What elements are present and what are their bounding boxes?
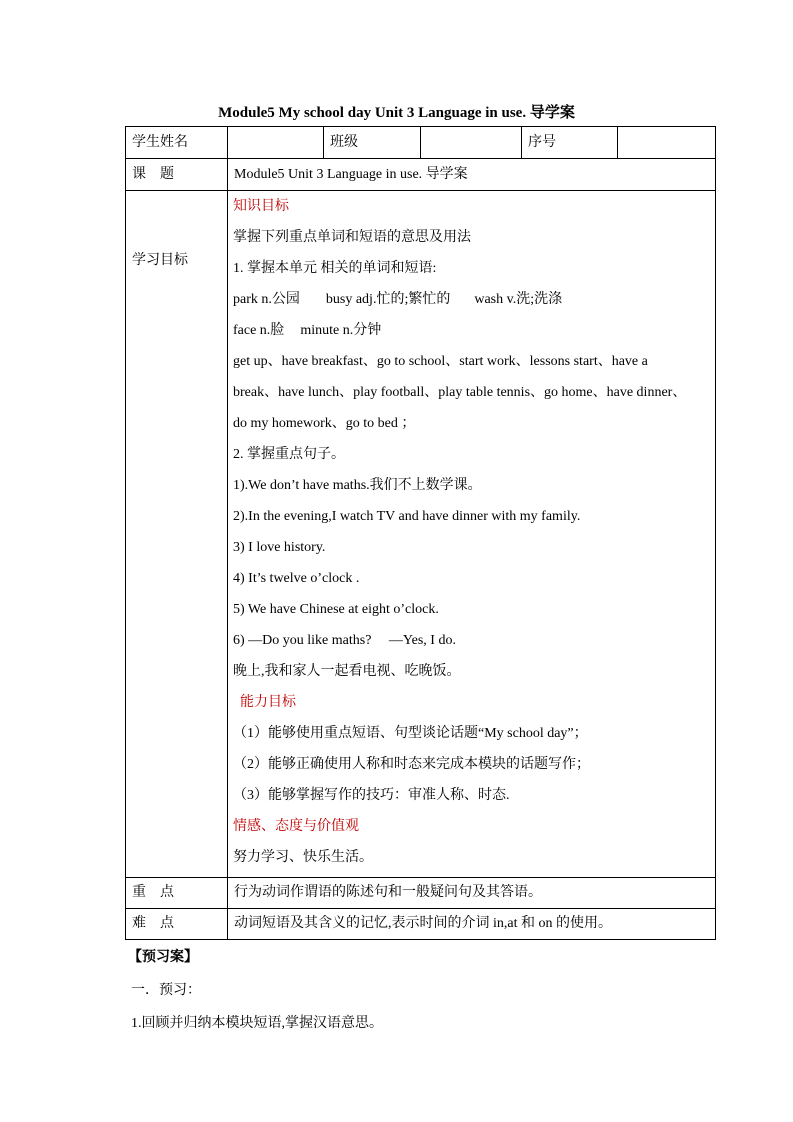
seq-label: 序号 — [522, 127, 618, 159]
difficulties-value: 动词短语及其含义的记忆,表示时间的介词 in,at 和 on 的使用。 — [228, 909, 716, 940]
objectives-content — [228, 191, 716, 878]
sentence-item: 1).We don’t have maths.我们不上数学课。 — [233, 478, 482, 493]
ability-heading: 能力目标 — [240, 695, 296, 710]
ability-item: （2）能够正确使用人称和时态来完成本模块的话题写作； — [233, 757, 590, 772]
objectives-row — [126, 191, 716, 878]
study-guide-table — [125, 126, 716, 940]
key-points-row — [126, 878, 716, 909]
vocab-word: park n.公园 — [233, 292, 300, 307]
objectives-label: 学习目标 — [126, 191, 228, 878]
objectives-intro: 掌握下列重点单词和短语的意思及用法 — [233, 230, 471, 245]
emotion-heading: 情感、态度与价值观 — [233, 819, 359, 834]
preview-heading: 【预习案】 — [128, 950, 198, 965]
preview-section: 一．预习： — [131, 983, 201, 998]
emotion-text: 努力学习、快乐生活。 — [233, 850, 373, 865]
ability-item: （1）能够使用重点短语、句型谈论话题“My school day”； — [233, 726, 588, 741]
topic-row — [126, 159, 716, 191]
sentence-item: 3) I love history. — [233, 540, 326, 555]
student-name-label: 学生姓名 — [126, 127, 228, 159]
sentence-item: 6) —Do you like maths? —Yes, I do. — [233, 633, 456, 648]
key-points-value: 行为动词作谓语的陈述句和一般疑问句及其答语。 — [228, 878, 716, 909]
vocab-word: minute n.分钟 — [300, 323, 382, 338]
difficulties-row — [126, 909, 716, 940]
knowledge-heading: 知识目标 — [233, 199, 289, 214]
phrases-line-2: break、have lunch、play football、play table tennis、go home、have dinner、 — [233, 385, 687, 400]
vocab-word: face n.脸 — [233, 323, 285, 338]
vocab-word: wash v.洗;洗涤 — [474, 292, 563, 307]
ability-item: （3）能够掌握写作的技巧：审准人称、时态. — [233, 788, 510, 803]
vocab-line-2 — [228, 315, 715, 346]
vocab-line-1 — [228, 284, 715, 315]
class-field[interactable] — [421, 127, 522, 159]
objectives-item1: 1. 掌握本单元 相关的单词和短语: — [233, 261, 437, 276]
class-label: 班级 — [324, 127, 421, 159]
vocab-word: busy adj.忙的;繁忙的 — [325, 292, 451, 307]
phrases-line-1: get up、have breakfast、go to school、start work、lessons start、have a — [233, 354, 648, 369]
topic-value: Module5 Unit 3 Language in use. 导学案 — [228, 159, 716, 191]
sentence-item: 2).In the evening,I watch TV and have dinner with my family. — [233, 509, 581, 524]
student-info-row — [126, 127, 716, 159]
student-name-field[interactable] — [228, 127, 324, 159]
phrases-line-3: do my homework、go to bed ； — [233, 416, 416, 431]
sentence-item: 4) It’s twelve o’clock . — [233, 571, 360, 586]
objectives-item2: 2. 掌握重点句子。 — [233, 447, 345, 462]
seq-field[interactable] — [618, 127, 716, 159]
sentence-item: 5) We have Chinese at eight o’clock. — [233, 602, 439, 617]
sentence-item: 晚上,我和家人一起看电视、吃晚饭。 — [233, 664, 461, 679]
document-title: Module5 My school day Unit 3 Language in use. 导学案 — [218, 105, 575, 121]
difficulties-label: 难 点 — [126, 909, 228, 940]
preview-task: 1.回顾并归纳本模块短语,掌握汉语意思。 — [131, 1016, 383, 1031]
key-points-label: 重 点 — [126, 878, 228, 909]
topic-label: 课 题 — [126, 159, 228, 191]
